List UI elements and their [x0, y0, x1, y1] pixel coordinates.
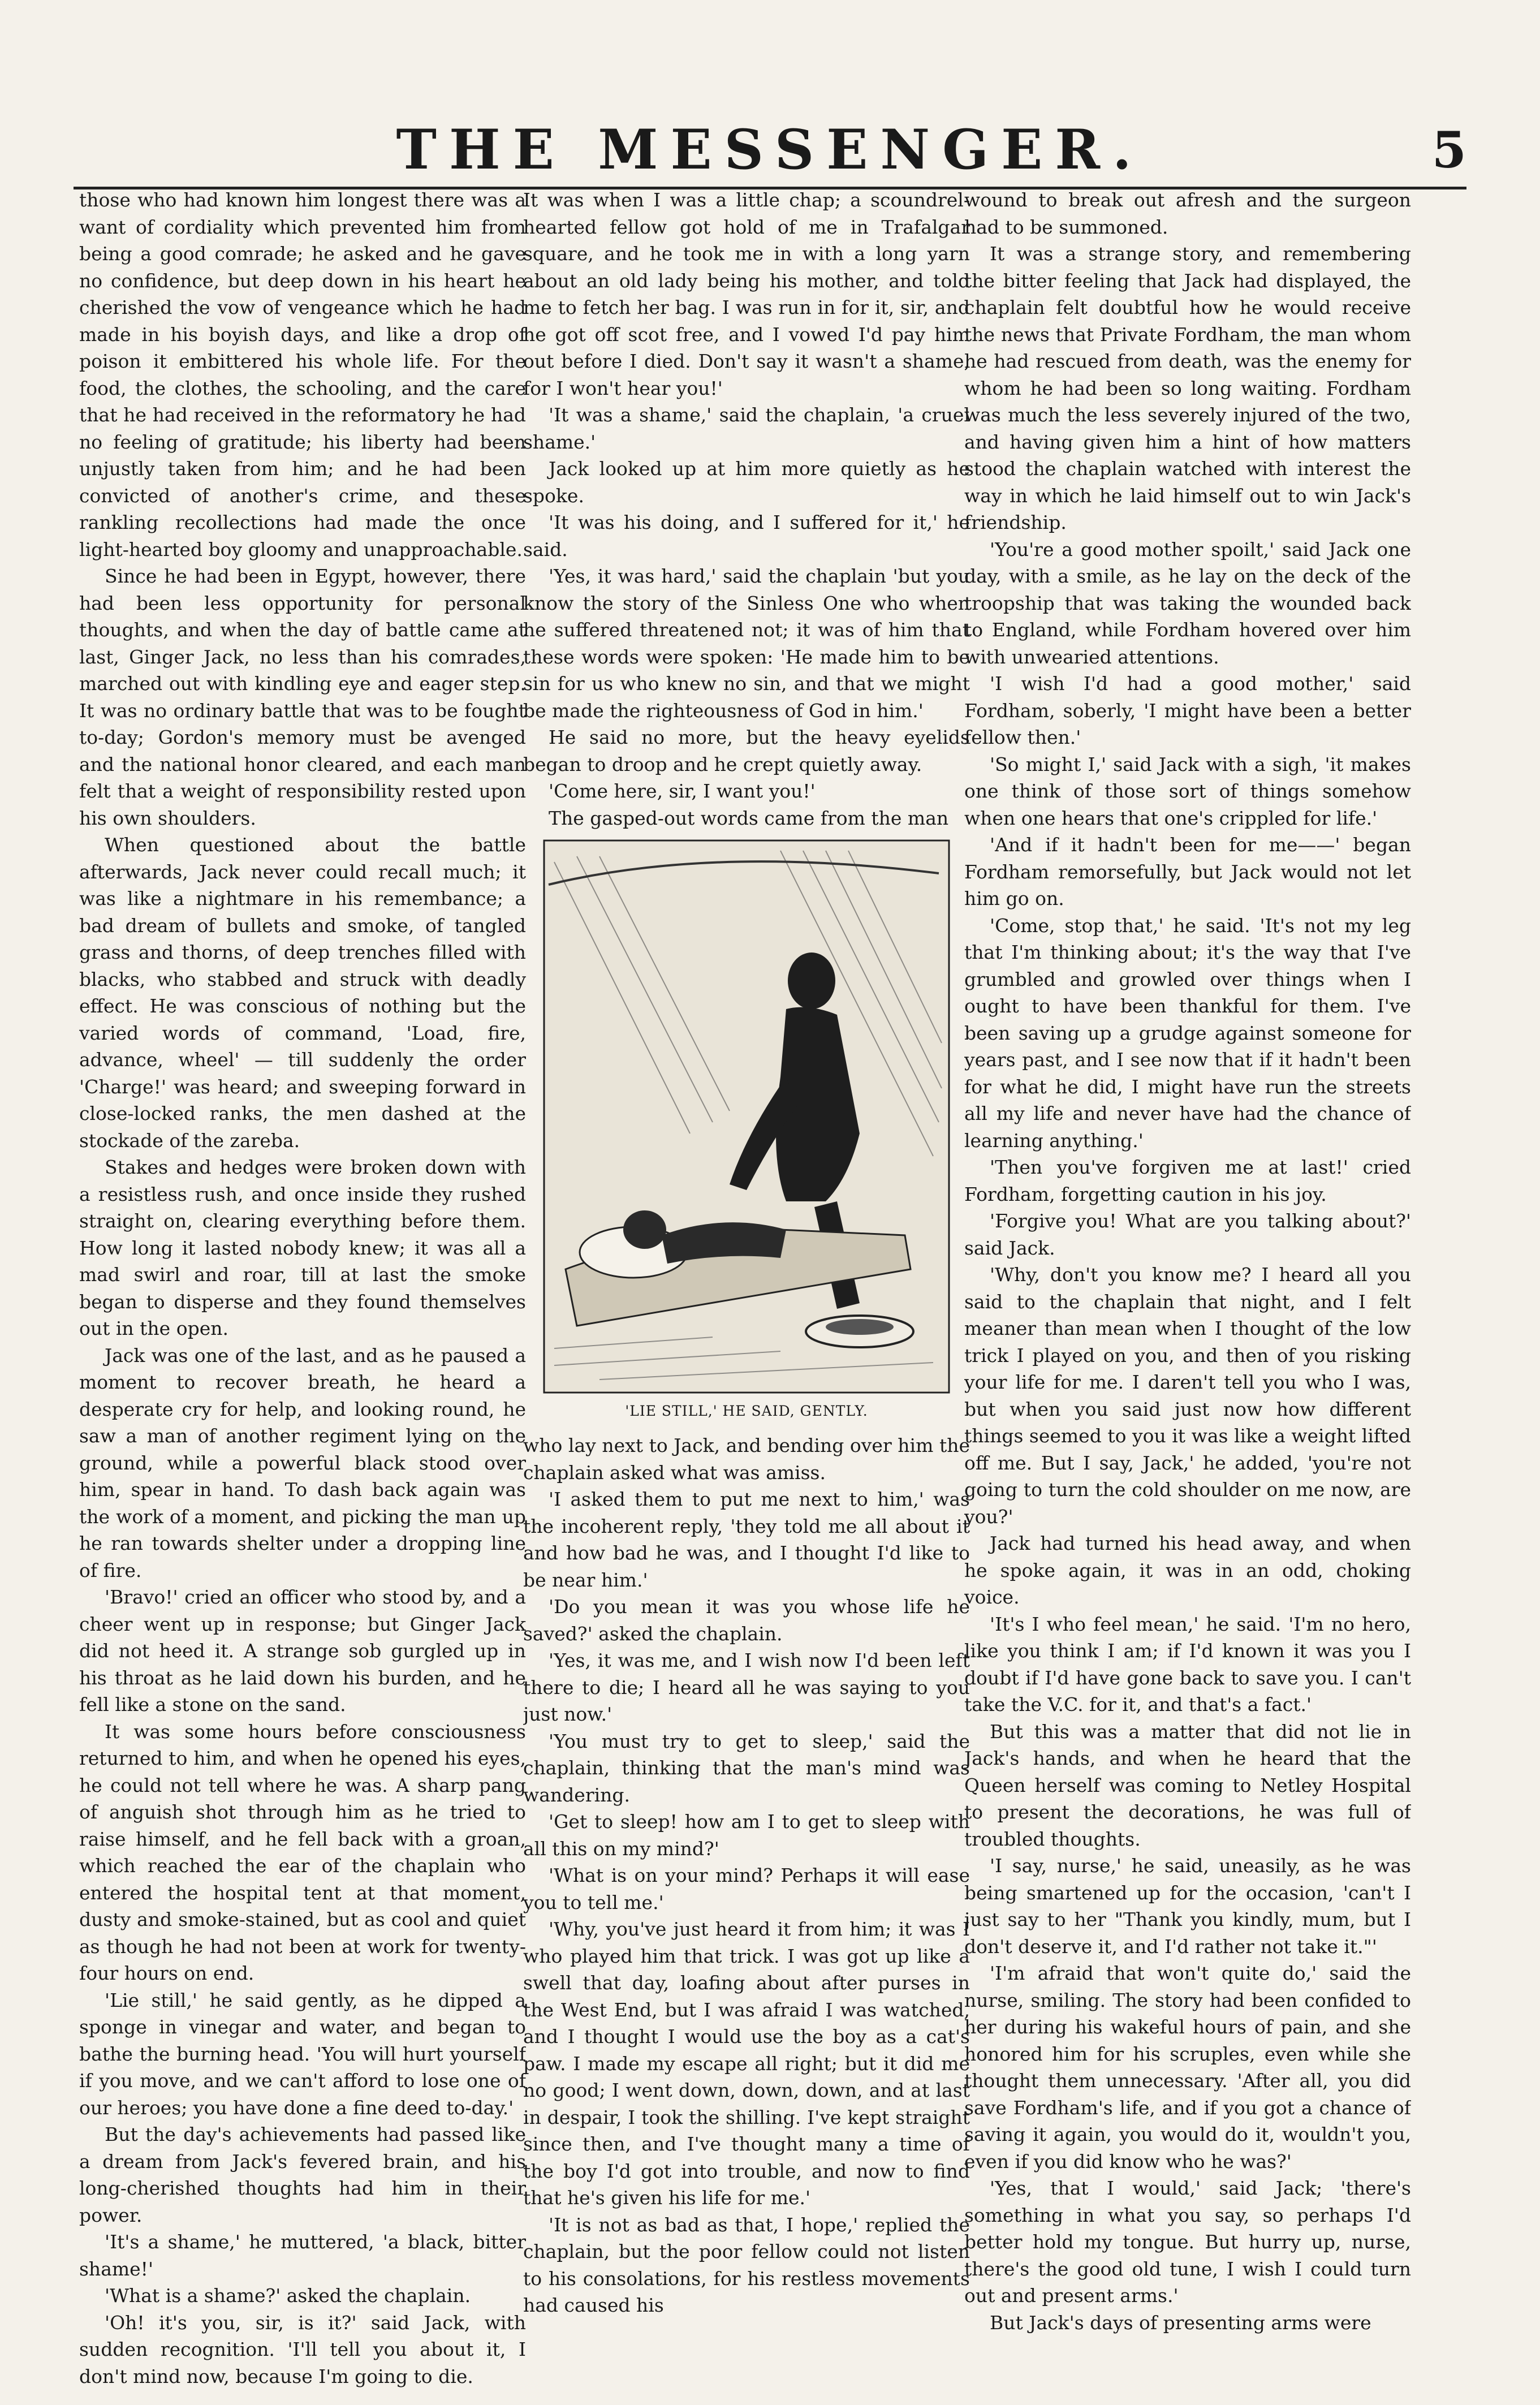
paragraph: Since he had been in Egypt, however, there had been less opportunity for personal thoughts, and when the day of battle came at last, Ginger Jack, no less than his comrades, marched out with kindling eye and eager step. It was no ordinary battle that was to be fought to-day; Gordon's memory must be avenged and the national honor cleared, and each man felt that a weight of responsibility rested upon his own shoulders.: [79, 565, 526, 829]
paragraph: 'Why, you've just heard it from him; it was I who played him that trick. I was got up like a swell that day, loafing about after purses in the West End, but I was afraid I was watched, and I thought I would use the boy as a cat's paw. I made my escape all right; but it did me no good; I went down, down, down, and at last in despair, I took the shilling. I've kept straight since then, and I've thought many a time of the boy I'd got into trouble, and now to find that he's given his life for me.': [523, 1918, 970, 2209]
paragraph: 'It's I who feel mean,' he said. 'I'm no hero, like you think I am; if I'd known it was you I doubt if I'd have gone back to save you. I can't take the V.C. for it, and that's a fact.': [964, 1613, 1411, 1716]
paragraph: 'I asked them to put me next to him,' was the incoherent reply, 'they told me all about it and how bad he was, and I thought I'd like to be near him.': [523, 1488, 970, 1591]
paragraph: But this was a matter that did not lie in Jack's hands, and when he heard that the Queen herself was coming to Netley Hospital to present the decorations, he was full of troubled thoughts.: [964, 1720, 1411, 1850]
paragraph: 'I wish I'd had a good mother,' said Fordham, soberly, 'I might have been a better fellow then.': [964, 673, 1411, 748]
paragraph: 'Come here, sir, I want you!': [549, 780, 816, 802]
paragraph: Jack was one of the last, and as he paused a moment to recover breath, he heard a desperate cry for help, and looking round, he saw a man of another regiment lying on the ground, while a powerful black stood over him, spear in hand. To dash back again was the work of a moment, and picking the man up he ran towards shelter under a dropping line of fire.: [79, 1344, 526, 1581]
illustration-caption: 'LIE STILL,' HE SAID, GENTLY.: [625, 1403, 868, 1419]
paragraph: 'I'm afraid that won't quite do,' said the nurse, smiling. The story had been confided to her during his wakeful hours of pain, and she honored him for his scruples, even while she thought them unnecessary. 'After all, you did save Fordham's life, and if you got a chance of saving it again, you would do it, wouldn't you, even if you did know who he was?': [964, 1962, 1411, 2173]
paragraph: 'It's a shame,' he muttered, 'a black, bitter shame!': [79, 2231, 526, 2280]
paragraph: Stakes and hedges were broken down with a resistless rush, and once inside they rushed straight on, clearing everything before them. How long it lasted nobody knew; it was all a mad swirl and roar, till at last the smoke began to disperse and they found themselves out in the open.: [79, 1156, 526, 1339]
paragraph: who lay next to Jack, and bending over him the chaplain asked what was amiss.: [523, 1434, 970, 1484]
paragraph: 'I say, nurse,' he said, uneasily, as he was being smartened up for the occasion, 'can't I just say to her "Thank you kindly, mum, but I don't deserve it, and I'd rather not take it."': [964, 1855, 1411, 1958]
paragraph: Jack looked up at him more quietly as he spoke.: [523, 458, 970, 507]
text-column-2: [523, 187, 970, 2393]
page-number: 5: [1431, 120, 1466, 179]
paragraph: 'You're a good mother spoilt,' said Jack one day, with a smile, as he lay on the deck of the troopship that was taking the wounded back to England, while Fordham hovered over him with unwearied attentions.: [964, 538, 1411, 668]
paragraph: 'So might I,' said Jack with a sigh, 'it makes one think of those sort of things somehow when one hears that one's crippled for life.': [964, 753, 1411, 829]
paragraph: 'Bravo!' cried an officer who stood by, and a cheer went up in response; but Ginger Jack did not heed it. A strange sob gurgled up in his throat as he laid down his burden, and he fell like a stone on the sand.: [79, 1586, 526, 1716]
paragraph: 'Forgive you! What are you talking about?' said Jack.: [964, 1210, 1411, 1259]
paragraph: 'Then you've forgiven me at last!' cried Fordham, forgetting caution in his joy.: [964, 1156, 1411, 1205]
paragraph: wound to break out afresh and the surgeon had to be summoned.: [964, 189, 1411, 238]
paragraph: He said no more, but the heavy eyelids began to droop and he crept quietly away.: [523, 726, 970, 775]
paragraph: The gasped-out words came from the man: [549, 807, 949, 829]
paragraph: 'Come, stop that,' he said. 'It's not my leg that I'm thinking about; it's the way that I've grumbled and growled over things when I ought to have been thankful for them. I've been saving up a grudge against someone for years past, and I see now that if it hadn't been for what he did, I might have run the streets all my life and never have had the chance of learning anything.': [964, 914, 1411, 1152]
paragraph: Jack had turned his head away, and when he spoke again, it was in an odd, choking voice.: [964, 1532, 1411, 1608]
paragraph: It was a strange story, and remembering the bitter feeling that Jack had displayed, the chaplain felt doubtful how he would receive the news that Private Fordham, the man whom he had rescued from death, was the enemy for whom he had been so long waiting. Fordham was much the less severely injured of the two, and having given him a hint of how matters stood the chaplain watched with interest the way in which he laid himself out to win Jack's friendship.: [964, 243, 1411, 533]
paragraph: 'Lie still,' he said gently, as he dipped a sponge in vinegar and water, and began to bathe the burning head. 'You will hurt yourself if you move, and we can't afford to lose one of our heroes; you have done a fine deed to-day.': [79, 1989, 526, 2119]
paragraph: It was when I was a little chap; a scoundrel-hearted fellow got hold of me in Trafalgar square, and he took me in with a long yarn about an old lady being his mother, and told me to fetch her bag. I was run in for it, sir, and he got off scot free, and I vowed I'd pay him out before I died. Don't say it wasn't a shame, for I won't hear you!': [523, 189, 970, 399]
masthead: [74, 119, 1466, 189]
illustration-drawing: [543, 839, 950, 1394]
paragraph: 'Do you mean it was you whose life he saved?' asked the chaplain.: [523, 1596, 970, 1645]
paragraph: But Jack's days of presenting arms were: [990, 2311, 1371, 2334]
paragraph: 'Yes, that I would,' said Jack; 'there's something in what you say, so perhaps I'd better hold my tongue. But hurry up, nurse, there's the good old tune, I wish I could turn out and present arms.': [964, 2177, 1411, 2307]
text-column-3: [964, 187, 1411, 2393]
paragraph: When questioned about the battle afterwards, Jack never could recall much; it was like a nightmare in his remembance; a bad dream of bullets and smoke, of tangled grass and thorns, of deep trenches filled with blacks, who stabbed and struck with deadly effect. He was conscious of nothing but the varied words of command, 'Load, fire, advance, wheel' — till suddenly the order 'Charge!' was heard; and sweeping forward in close-locked ranks, the men dashed at the stockade of the zareba.: [79, 834, 526, 1152]
paragraph: 'It is not as bad as that, I hope,' replied the chaplain, but the poor fellow could not listen to his consolations, for his restless movements had caused his: [523, 2213, 970, 2316]
paragraph: 'It was his doing, and I suffered for it,' he said.: [523, 511, 970, 561]
text-column-1: [79, 187, 526, 2393]
paragraph: 'You must try to get to sleep,' said the chaplain, thinking that the man's mind was wandering.: [523, 1730, 970, 1806]
paragraph: It was some hours before consciousness returned to him, and when he opened his eyes, he could not tell where he was. A sharp pang of anguish shot through him as he tried to raise himself, and he fell back with a groan, which reached the ear of the chaplain who entered the hospital tent at that moment, dusty and smoke-stained, but as cool and quiet as though he had not been at work for twenty-four hours on end.: [79, 1720, 526, 1984]
publication-title: THE MESSENGER.: [396, 118, 1144, 182]
paragraph: 'Oh! it's you, sir, is it?' said Jack, with sudden recognition. 'I'll tell you about it, I don't mind now, because I'm going to die.: [79, 2311, 526, 2387]
paragraph: 'What is a shame?' asked the chaplain.: [105, 2285, 471, 2307]
paragraph: 'Yes, it was hard,' said the chaplain 'but you know the story of the Sinless One who when he suffered threatened not; it was of him that these words were spoken: 'He made him to be sin for us who knew no sin, and that we might be made the righteousness of God in him.': [523, 565, 970, 722]
paragraph: But the day's achievements had passed like a dream from Jack's fevered brain, and his long-cherished thoughts had him in their power.: [79, 2123, 526, 2226]
illustration: [533, 839, 960, 1420]
paragraph: 'Why, don't you know me? I heard all you said to the chaplain that night, and I felt meaner than mean when I thought of the low trick I played on you, and then of you risking your life for me. I daren't tell you who I was, but when you said just now how different things seemed to you it was like a weight lifted off me. But I say, Jack,' he added, 'you're not going to turn the cold shoulder on me now, are you?': [964, 1264, 1411, 1528]
paragraph: 'Get to sleep! how am I to get to sleep with all this on my mind?': [523, 1811, 970, 1860]
paragraph: 'What is on your mind? Perhaps it will ease you to tell me.': [523, 1864, 970, 1913]
paragraph: 'It was a shame,' said the chaplain, 'a cruel shame.': [523, 404, 970, 453]
paragraph: those who had known him longest there was a want of cordiality which prevented him from being a good comrade; he asked and he gave no confidence, but deep down in his heart he cherished the vow of vengeance which he had made in his boyish days, and like a drop of poison it embittered his whole life. For the food, the clothes, the schooling, and the care that he had received in the reformatory he had no feeling of gratitude; his liberty had been unjustly taken from him; and he had been convicted of another's crime, and these rankling recollections had made the once light-hearted boy gloomy and unapproachable.: [79, 189, 526, 561]
paragraph: 'And if it hadn't been for me——' began Fordham remorsefully, but Jack would not let him go on.: [964, 834, 1411, 910]
paragraph: 'Yes, it was me, and I wish now I'd been left there to die; I heard all he was saying to you just now.': [523, 1649, 970, 1725]
